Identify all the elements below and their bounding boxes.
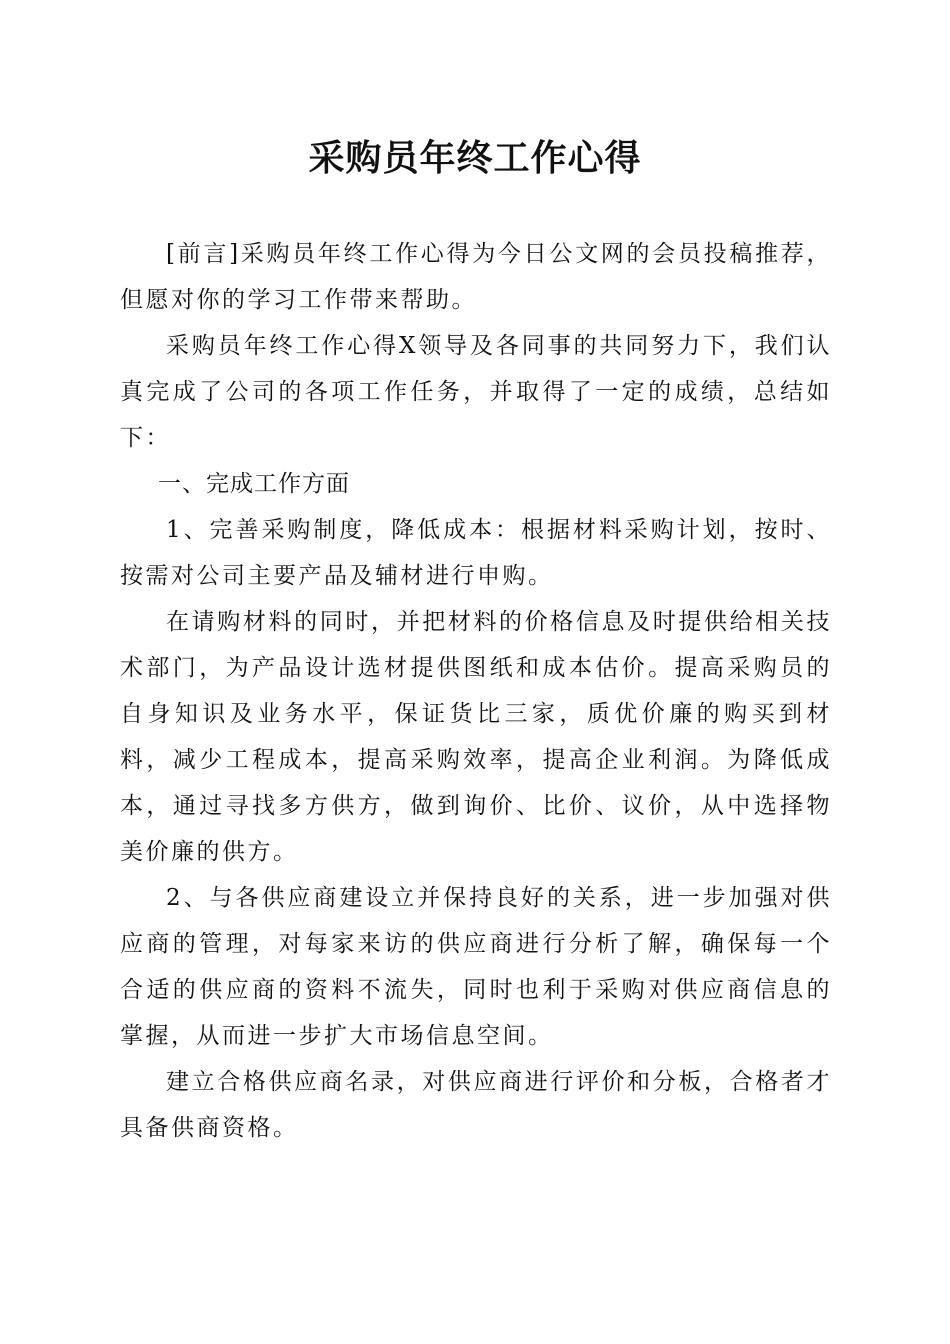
section-heading: 一、完成工作方面 [158,471,350,497]
body-paragraph: 1、完善采购制度，降低成本：根据材料采购计划，按时、按需对公司主要产品及辅材进行申购。 [120,517,832,589]
page-title: 采购员年终工作心得 [308,137,642,179]
body-paragraph: 在请购材料的同时，并把材料的价格信息及时提供给相关技术部门，为产品设计选材提供图纸和成本估价。提高采购员的自身知识及业务水平，保证货比三家，质优价廉的购买到材料，减少工程成本，提高采购效率，提高企业利润。为降低成本，通过寻找多方供方，做到询价、比价、议价，从中选择物美价廉的供方。 [120,609,832,865]
body-paragraph: 建立合格供应商名录，对供应商进行评价和分板，合格者才具备供商资格。 [120,1069,832,1141]
document-body [120,231,832,1151]
intro-paragraph: 采购员年终工作心得X领导及各同事的共同努力下，我们认真完成了公司的各项工作任务，并取得了一定的成绩，总结如下： [120,333,832,451]
preface-paragraph: [前言]采购员年终工作心得为今日公文网的会员投稿推荐，但愿对你的学习工作带来帮助。 [120,241,832,313]
body-paragraph: 2、与各供应商建设立并保持良好的关系，进一步加强对供应商的管理，对每家来访的供应商进行分析了解，确保每一个合适的供应商的资料不流失，同时也利于采购对供应商信息的掌握，从而进一步扩大市场信息空间。 [120,885,832,1049]
